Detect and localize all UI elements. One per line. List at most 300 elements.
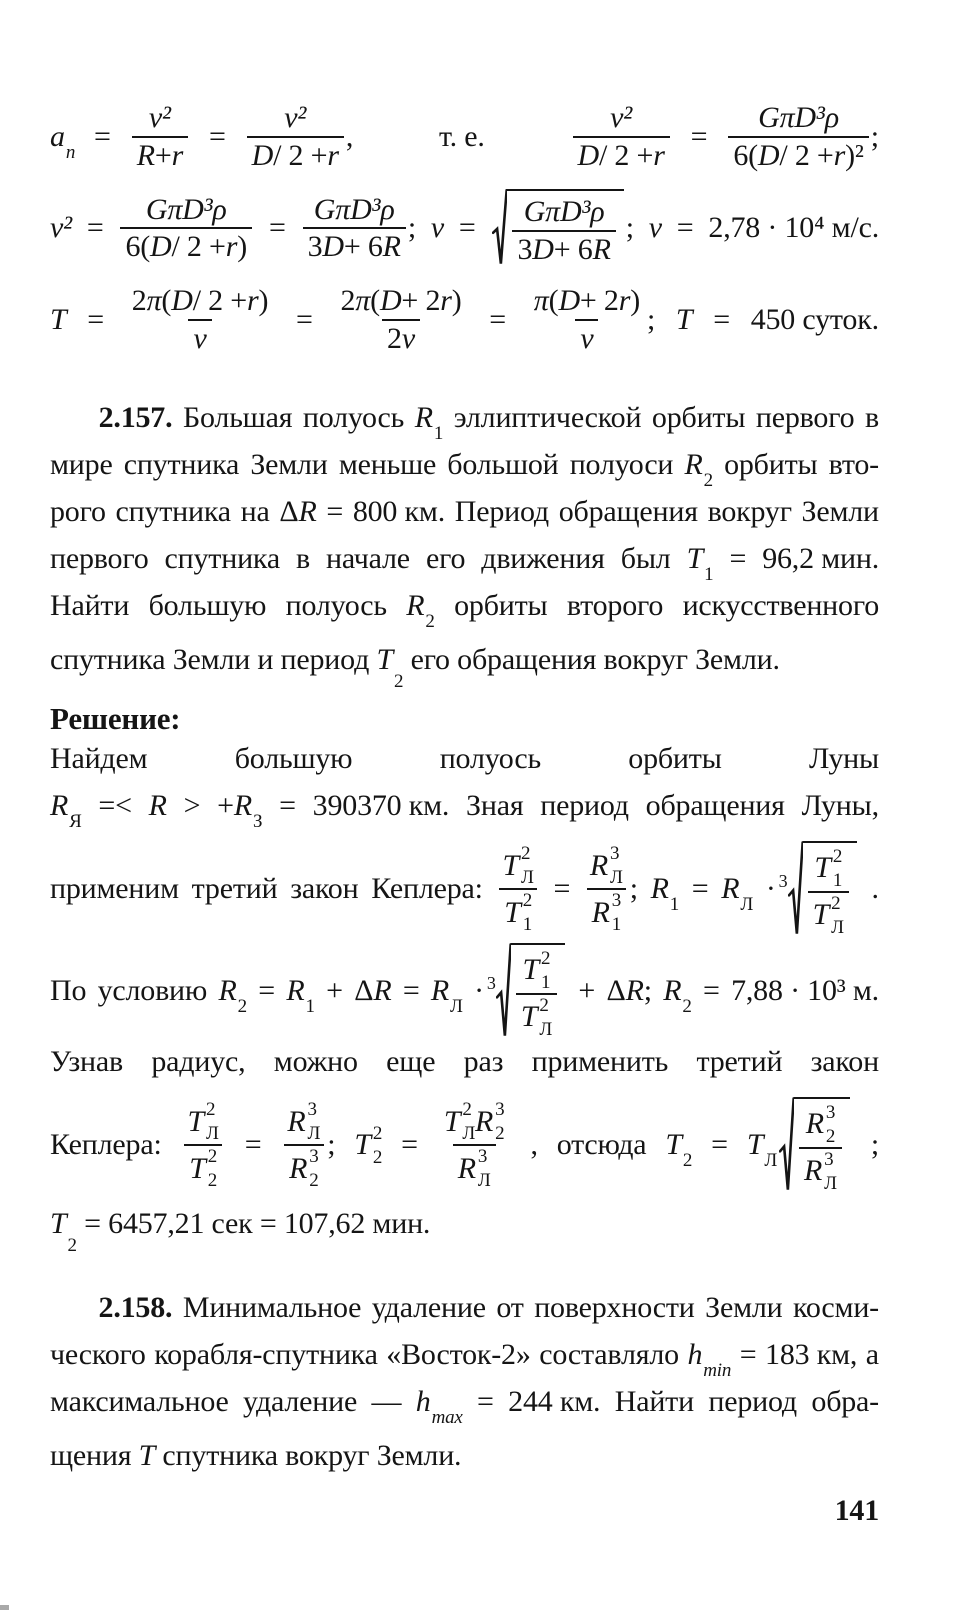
script-stack bbox=[462, 1100, 475, 1143]
subscript: 1 bbox=[433, 422, 444, 444]
operator: = bbox=[208, 119, 226, 153]
word: отсюда bbox=[556, 1128, 647, 1162]
solution-line-kepler-1 bbox=[50, 841, 879, 938]
formula-line-v2 bbox=[50, 189, 879, 267]
word-group bbox=[539, 1338, 679, 1372]
text-run: D bbox=[251, 138, 274, 172]
text-run: D bbox=[150, 230, 172, 264]
word-group bbox=[708, 211, 879, 245]
word-group bbox=[290, 872, 358, 906]
text-run: ) bbox=[451, 284, 462, 318]
word-group bbox=[447, 448, 558, 482]
variable bbox=[504, 891, 532, 934]
variable-base: T bbox=[686, 541, 704, 575]
text-run: D bbox=[532, 232, 554, 266]
word: R bbox=[625, 974, 644, 1008]
superscript: 2 bbox=[521, 843, 531, 865]
text-run: v bbox=[193, 321, 207, 355]
word-group bbox=[372, 1291, 486, 1325]
numerator bbox=[144, 100, 176, 136]
text-run: v bbox=[401, 321, 415, 355]
variable-base: R bbox=[457, 1151, 476, 1185]
problem-2157-line-5 bbox=[50, 589, 879, 636]
word: Луны, bbox=[801, 788, 879, 822]
fraction bbox=[127, 283, 273, 356]
text-run: π bbox=[355, 284, 371, 318]
text-run: / 2 + bbox=[171, 230, 226, 264]
solution-line-1 bbox=[50, 742, 879, 789]
text-run: + 6 bbox=[553, 232, 593, 266]
superscript: 3 bbox=[610, 843, 620, 865]
text-run: T bbox=[138, 1438, 156, 1472]
word-group bbox=[454, 589, 547, 623]
text-run: ( bbox=[161, 284, 172, 318]
word-group bbox=[50, 1385, 229, 1419]
operator: = bbox=[702, 974, 720, 1008]
word-group bbox=[406, 588, 435, 632]
word-group bbox=[677, 211, 694, 245]
formula-line-an bbox=[50, 100, 879, 173]
word-group bbox=[687, 1337, 732, 1381]
text-run: ) bbox=[630, 284, 641, 318]
word-group bbox=[286, 589, 387, 623]
script-stack bbox=[824, 1150, 837, 1193]
word: Δ bbox=[279, 494, 299, 528]
word-group bbox=[353, 495, 445, 529]
operator: = bbox=[76, 1206, 109, 1240]
word-group bbox=[508, 1385, 600, 1419]
variable bbox=[286, 974, 315, 1018]
word-group bbox=[354, 1124, 382, 1167]
word-group bbox=[184, 789, 201, 823]
text-run: 3 bbox=[517, 232, 533, 266]
word: первого bbox=[50, 541, 149, 575]
operator: = bbox=[729, 541, 747, 575]
word-group bbox=[279, 495, 316, 529]
numerator bbox=[183, 1099, 224, 1144]
word: Найти bbox=[614, 1384, 694, 1418]
word: третий bbox=[696, 1044, 783, 1078]
word-group bbox=[303, 401, 404, 435]
variable bbox=[503, 844, 534, 887]
word-group bbox=[553, 872, 570, 906]
denominator bbox=[587, 888, 626, 935]
variable-base: R bbox=[286, 974, 305, 1008]
variable bbox=[804, 1150, 837, 1193]
word: применить bbox=[531, 1044, 669, 1078]
word-group bbox=[94, 120, 111, 154]
variable-base: T bbox=[812, 898, 830, 932]
word-group bbox=[431, 211, 444, 245]
text-run: + 6 bbox=[343, 230, 383, 264]
word-group bbox=[583, 843, 638, 935]
variable-base: T bbox=[665, 1128, 682, 1162]
operator: = bbox=[739, 1337, 757, 1371]
word-group bbox=[371, 872, 483, 906]
word-group bbox=[466, 789, 523, 823]
word-group bbox=[87, 211, 104, 245]
operator: = bbox=[87, 302, 104, 336]
text-run: D bbox=[171, 284, 193, 318]
variable-base: h bbox=[687, 1337, 703, 1371]
word-group bbox=[124, 448, 239, 482]
word-group bbox=[686, 541, 714, 585]
word: Найдем bbox=[50, 741, 148, 775]
operator: = bbox=[458, 211, 476, 245]
variable-base: T bbox=[502, 848, 520, 882]
word-group bbox=[245, 100, 354, 173]
word-group bbox=[481, 542, 604, 576]
variable-base: R bbox=[721, 872, 740, 906]
variable bbox=[721, 872, 754, 916]
variable bbox=[444, 1100, 475, 1143]
operator: ; bbox=[870, 119, 879, 153]
word: полуось bbox=[302, 400, 405, 434]
variable-base: R bbox=[663, 974, 682, 1008]
word-group bbox=[296, 303, 313, 337]
subscript: Л bbox=[450, 996, 463, 1018]
text-run: Решение: bbox=[50, 700, 181, 736]
word-group bbox=[703, 974, 720, 1008]
variable-base: T bbox=[443, 1104, 461, 1138]
word: T bbox=[50, 302, 67, 336]
word: второго bbox=[566, 588, 664, 622]
variable-base: R bbox=[414, 400, 433, 434]
variable-base: T bbox=[189, 1151, 206, 1185]
word-group bbox=[326, 542, 410, 576]
word-group bbox=[440, 742, 541, 776]
variable bbox=[746, 1128, 778, 1172]
word-group bbox=[474, 943, 567, 1040]
word: начале bbox=[326, 541, 410, 575]
denominator bbox=[303, 227, 406, 265]
word-group bbox=[250, 448, 327, 482]
word: орбиты bbox=[454, 588, 548, 622]
operator: = bbox=[258, 974, 276, 1008]
word-group bbox=[414, 400, 444, 444]
script-stack bbox=[831, 894, 844, 937]
subscript: 1 bbox=[704, 563, 714, 585]
word: рого bbox=[50, 494, 106, 528]
word: первого bbox=[755, 400, 855, 434]
word-group bbox=[829, 448, 879, 482]
operator: = bbox=[86, 211, 104, 245]
word-group bbox=[872, 872, 879, 906]
text-run: r bbox=[440, 284, 452, 318]
operator: = bbox=[326, 494, 344, 528]
text-run: r bbox=[225, 230, 238, 264]
variable bbox=[814, 847, 842, 890]
variable bbox=[813, 894, 844, 937]
text-run: 6457,21 сек = 107,62 мин. bbox=[108, 1206, 431, 1240]
word: орбиты bbox=[628, 741, 722, 775]
text-run: / 2 + bbox=[599, 138, 654, 172]
subscript: З bbox=[253, 810, 263, 832]
denominator bbox=[512, 230, 615, 268]
word-group bbox=[165, 542, 280, 576]
radicand bbox=[507, 189, 623, 267]
superscript: 3 bbox=[307, 1099, 317, 1121]
script-stack bbox=[610, 844, 623, 887]
word: от bbox=[496, 1290, 524, 1324]
variable-base: R bbox=[805, 1107, 824, 1141]
subscript: 2 bbox=[825, 1125, 836, 1147]
operator: , bbox=[345, 119, 354, 153]
operator: = bbox=[691, 872, 709, 906]
subscript: 2 bbox=[309, 1170, 319, 1192]
word: условию bbox=[97, 974, 208, 1008]
variable bbox=[458, 1147, 491, 1190]
superscript: 2 bbox=[541, 947, 551, 969]
variable-base: R bbox=[406, 588, 425, 622]
word-group bbox=[183, 401, 292, 435]
word: искусственного bbox=[682, 588, 879, 622]
solution-line-R2 bbox=[50, 943, 879, 1040]
numerator bbox=[127, 283, 273, 319]
word-group bbox=[386, 1338, 530, 1372]
subscript: 2 bbox=[237, 996, 247, 1018]
word: Зная bbox=[466, 788, 524, 822]
word-group bbox=[98, 974, 208, 1008]
script-stack bbox=[523, 891, 532, 934]
variable-base: R bbox=[684, 447, 703, 481]
word: его bbox=[425, 541, 466, 575]
variable-base: R bbox=[475, 1104, 494, 1138]
text-run: GπD³ρ bbox=[523, 195, 605, 229]
subscript: Л bbox=[477, 1170, 491, 1192]
word-group bbox=[50, 589, 129, 623]
word-group bbox=[313, 789, 450, 823]
word: большой bbox=[447, 447, 559, 481]
variable-base: T bbox=[504, 895, 521, 929]
numerator bbox=[279, 100, 311, 136]
word: полуось bbox=[285, 588, 387, 622]
word-group bbox=[766, 841, 859, 938]
word-group bbox=[279, 789, 296, 823]
word-group bbox=[809, 742, 879, 776]
text-run: v² bbox=[610, 101, 633, 134]
text-run: r bbox=[171, 138, 184, 172]
word-group bbox=[729, 542, 746, 576]
solution-line-3 bbox=[50, 1045, 879, 1092]
word: орбиты bbox=[651, 400, 746, 434]
word: 2.158. bbox=[98, 1290, 173, 1324]
word-group bbox=[865, 401, 879, 435]
fraction bbox=[132, 100, 188, 173]
word-group bbox=[567, 589, 663, 623]
word: Найти bbox=[50, 588, 130, 622]
text-run: D bbox=[757, 138, 780, 172]
text-run: + 2 bbox=[579, 284, 619, 318]
radical-expression bbox=[486, 943, 565, 1040]
word-group bbox=[50, 1128, 162, 1162]
denominator bbox=[728, 136, 868, 174]
word: закон bbox=[290, 872, 359, 906]
variable bbox=[233, 788, 263, 832]
denominator bbox=[120, 227, 252, 265]
word-group bbox=[50, 974, 86, 1008]
word-group bbox=[628, 742, 721, 776]
superscript: 3 bbox=[309, 1146, 319, 1168]
word-group bbox=[708, 495, 792, 529]
operator: = bbox=[489, 302, 507, 336]
page-content bbox=[50, 100, 879, 1479]
denominator bbox=[575, 319, 598, 357]
variable-base: R bbox=[233, 788, 253, 822]
script-stack bbox=[495, 1100, 504, 1143]
word: Земли bbox=[801, 494, 879, 528]
numerator bbox=[498, 843, 539, 888]
denominator bbox=[184, 1144, 222, 1191]
subscript: 1 bbox=[522, 914, 533, 936]
variable bbox=[521, 996, 552, 1039]
variable bbox=[50, 119, 76, 163]
variable bbox=[414, 400, 444, 444]
word: Кеплера: bbox=[50, 1128, 162, 1162]
word: 183 км, bbox=[765, 1337, 858, 1371]
operator: = bbox=[676, 211, 694, 245]
superscript: 2 bbox=[539, 994, 549, 1016]
word: т. е. bbox=[439, 119, 485, 153]
problem-2157-line-4 bbox=[50, 542, 879, 589]
numerator bbox=[519, 194, 610, 230]
fraction bbox=[808, 846, 849, 938]
text-run: GπD³ρ bbox=[145, 192, 227, 226]
operator: + bbox=[326, 974, 343, 1008]
word-group bbox=[181, 1099, 226, 1191]
word-group bbox=[663, 974, 692, 1018]
word-group bbox=[721, 872, 754, 916]
operator: = bbox=[690, 119, 708, 153]
superscript: 2 bbox=[206, 1099, 216, 1121]
word-group bbox=[621, 542, 671, 576]
text-run: 2 bbox=[131, 284, 147, 318]
variable-base: T bbox=[522, 953, 540, 987]
word-group bbox=[490, 189, 633, 267]
word: меньше bbox=[338, 447, 437, 481]
word-group bbox=[326, 974, 343, 1008]
word: Δ bbox=[354, 974, 374, 1008]
fraction bbox=[512, 194, 615, 267]
superscript: 3 bbox=[825, 1101, 836, 1123]
variable-base: R bbox=[591, 895, 610, 929]
word: R bbox=[298, 494, 317, 528]
text-run: щения bbox=[50, 1438, 139, 1472]
word-group bbox=[258, 974, 275, 1008]
superscript: 2 bbox=[462, 1099, 472, 1121]
radicand bbox=[511, 943, 565, 1040]
superscript: 2 bbox=[207, 1146, 218, 1168]
subscript: 2 bbox=[372, 1146, 383, 1168]
numerator bbox=[141, 192, 232, 228]
variable bbox=[415, 1384, 463, 1428]
operator: ; bbox=[647, 302, 656, 336]
variable bbox=[650, 872, 680, 916]
subscript: min bbox=[703, 1359, 732, 1381]
variable bbox=[806, 1103, 835, 1146]
fraction bbox=[799, 1102, 842, 1194]
word-group bbox=[793, 1291, 879, 1325]
page-number: 141 bbox=[834, 1493, 879, 1527]
word-group bbox=[606, 974, 651, 1008]
text-run: + 2 bbox=[401, 284, 441, 318]
subscript: 2 bbox=[703, 469, 713, 491]
problem-2158-line-3 bbox=[50, 1385, 879, 1432]
text-run: r bbox=[833, 138, 846, 172]
text-run: )² bbox=[845, 138, 864, 172]
word-group bbox=[455, 495, 549, 529]
word-group bbox=[534, 1291, 694, 1325]
word: эллиптической bbox=[453, 400, 642, 434]
word: 390370 км. bbox=[312, 788, 450, 822]
variable-base: R bbox=[218, 974, 237, 1008]
word-group bbox=[118, 192, 254, 265]
word-group bbox=[326, 495, 343, 529]
word: радиус, bbox=[151, 1044, 246, 1078]
fraction bbox=[183, 1099, 224, 1191]
word: — bbox=[371, 1384, 402, 1418]
operator: ; bbox=[327, 1128, 336, 1162]
variable bbox=[686, 541, 714, 585]
operator: =< bbox=[98, 788, 132, 822]
variable-base: R bbox=[589, 848, 609, 882]
word: Большая bbox=[183, 400, 293, 434]
word: вокруг bbox=[707, 494, 792, 528]
subscript: Л bbox=[824, 1172, 837, 1194]
script-stack bbox=[612, 891, 621, 934]
word-group bbox=[489, 303, 506, 337]
problem-2158-line-2 bbox=[50, 1338, 879, 1385]
variable bbox=[665, 1128, 693, 1172]
variable-base: R bbox=[430, 974, 450, 1008]
word: 2.157. bbox=[98, 400, 173, 434]
text-run: D bbox=[558, 284, 580, 318]
text-run: / 2 + bbox=[779, 138, 834, 172]
variable-base: h bbox=[415, 1384, 431, 1418]
radical-expression bbox=[779, 1097, 850, 1194]
fraction bbox=[516, 948, 557, 1040]
variable-base: R bbox=[287, 1104, 306, 1138]
word-group bbox=[726, 100, 879, 173]
variable-base: T bbox=[354, 1128, 371, 1162]
script-stack bbox=[208, 1147, 217, 1190]
word-group bbox=[691, 120, 708, 154]
superscript: 2 bbox=[372, 1122, 383, 1144]
text-run: его обращения вокруг Земли. bbox=[403, 642, 780, 676]
script-stack bbox=[833, 847, 842, 890]
operator: + bbox=[578, 974, 596, 1008]
numerator bbox=[809, 846, 847, 891]
fraction bbox=[573, 100, 670, 173]
radical-expression bbox=[492, 189, 623, 267]
fraction bbox=[282, 1099, 325, 1191]
word: 244 км. bbox=[508, 1384, 601, 1418]
fraction bbox=[303, 192, 406, 265]
script-stack bbox=[308, 1100, 321, 1143]
text-run: ) bbox=[258, 284, 269, 318]
variable-base: T bbox=[50, 1206, 67, 1240]
word-group bbox=[676, 303, 693, 337]
word: v bbox=[648, 211, 662, 245]
text-run: GπD³ρ bbox=[758, 101, 839, 134]
superscript: 3 bbox=[611, 890, 622, 912]
word-group bbox=[430, 974, 463, 1018]
operator: = bbox=[402, 974, 420, 1008]
word-group bbox=[50, 788, 82, 832]
operator: = bbox=[94, 119, 111, 153]
word: удаление bbox=[371, 1290, 486, 1324]
word: 7,88 · 10³ м. bbox=[731, 974, 879, 1008]
